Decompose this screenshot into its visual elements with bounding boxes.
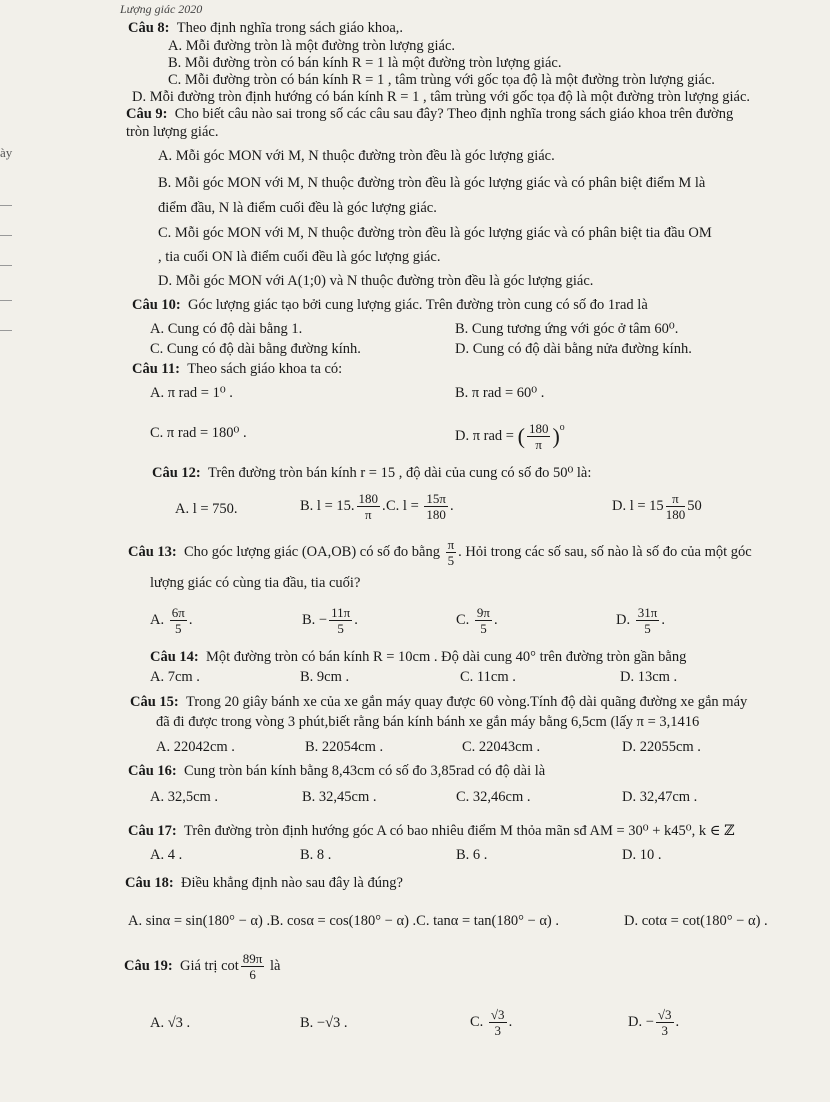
q15-option-a: A. 22042cm . xyxy=(156,739,235,755)
q9-option-b: B. Mỗi góc MON với M, N thuộc đường tròn đều là góc lượng giác và có phân biệt điểm M là xyxy=(158,175,706,191)
q14-option-d: D. 13cm . xyxy=(620,669,678,685)
q12-option-c: C. l = $\frac{15\pi}{180}$ . xyxy=(386,491,454,523)
edge-line xyxy=(0,265,12,266)
question-15: Câu 15: Trong 20 giây bánh xe của xe gắn máy quay được 60 vòng.Tính độ dài quãng đường xe gắn máy xyxy=(130,694,748,710)
q11-option-a: A. π rad = 1⁰ . xyxy=(150,385,233,401)
q13-text-cont: lượng giác có cùng tia đầu, tia cuối? xyxy=(150,575,361,591)
q10-option-a: A. Cung có độ dài bằng 1. xyxy=(150,321,303,337)
q15-text-cont: đã đi được trong vòng 3 phút,biết rằng bán kính bánh xe gắn máy bằng 6,5cm (lấy π = 3,1416 xyxy=(156,714,700,730)
q19-option-b: B. −√3 . xyxy=(300,1015,348,1031)
question-18: Câu 18: Điều khẳng định nào sau đây là đúng? xyxy=(125,875,403,891)
q13-option-d: D. $\frac{31\pi}{5}$ . xyxy=(616,605,665,637)
q18-option-d: D. cotα = cot(180° − α) . xyxy=(624,913,768,929)
q15-option-c: C. 22043cm . xyxy=(462,739,541,755)
page-header: Lượng giác 2020 xyxy=(120,2,203,16)
question-17: Câu 17: Trên đường tròn định hướng góc A có bao nhiêu điểm M thỏa mãn sđ AM = 30⁰ + k45⁰, k ∈ ℤ xyxy=(128,823,735,839)
question-16: Câu 16: Cung tròn bán kính bằng 8,43cm có số đo 3,85rad có độ dài là xyxy=(128,763,546,779)
q10-option-c: C. Cung có độ dài bằng đường kính. xyxy=(150,341,361,357)
q9-option-b-cont: điểm đầu, N là điểm cuối đều là góc lượng giác. xyxy=(158,200,437,216)
question-13: Câu 13: Cho góc lượng giác (OA,OB) có số đo bằng $\frac{\pi}{5}$ . Hỏi trong các số sau, số nào là số đo của một góc xyxy=(128,537,752,569)
edge-mark: ày xyxy=(0,145,13,160)
question-12: Câu 12: Trên đường tròn bán kính r = 15 , độ dài của cung có số đo 50⁰ là: xyxy=(152,465,592,481)
q11-option-b: B. π rad = 60⁰ . xyxy=(455,385,545,401)
edge-line xyxy=(0,205,12,206)
q14-option-a: A. 7cm . xyxy=(150,669,200,685)
q13-option-b: B. − $\frac{11\pi}{5}$ . xyxy=(302,605,358,637)
question-10: Câu 10: Góc lượng giác tạo bởi cung lượng giác. Trên đường tròn cung có số đo 1rad là xyxy=(132,297,648,313)
q8-option-b: B. Mỗi đường tròn có bán kính R = 1 là một đường tròn lượng giác. xyxy=(168,55,562,71)
q11-option-d: D. π rad = ( $\frac{180}{\pi}$ )$^{^0}$ xyxy=(455,421,565,452)
q12-option-b: B. l = 15. $\frac{180}{\pi}$ . xyxy=(300,491,386,523)
q17-option-c: B. 6 . xyxy=(456,847,488,863)
question-11: Câu 11: Theo sách giáo khoa ta có: xyxy=(132,361,343,377)
question-19: Câu 19: Giá trị cot $\frac{89\pi}{6}$ là xyxy=(124,951,281,983)
q9-text-cont: tròn lượng giác. xyxy=(126,124,219,140)
q17-option-b: B. 8 . xyxy=(300,847,332,863)
q17-option-d: D. 10 . xyxy=(622,847,662,863)
q9-option-a: A. Mỗi góc MON với M, N thuộc đường tròn đều là góc lượng giác. xyxy=(158,148,555,164)
q19-option-a: A. √3 . xyxy=(150,1015,191,1031)
q16-option-a: A. 32,5cm . xyxy=(150,789,219,805)
q8-option-c: C. Mỗi đường tròn có bán kính R = 1 , tâm trùng với gốc tọa độ là một đường tròn lượng giác. xyxy=(168,72,715,88)
q16-option-b: B. 32,45cm . xyxy=(302,789,377,805)
q15-option-d: D. 22055cm . xyxy=(622,739,701,755)
q8-option-a: A. Mỗi đường tròn là một đường tròn lượng giác. xyxy=(168,38,456,54)
edge-line xyxy=(0,235,12,236)
q19-option-c: C. $\frac{√3}{3}$ . xyxy=(470,1007,513,1039)
edge-line xyxy=(0,330,12,331)
q11-option-c: C. π rad = 180⁰ . xyxy=(150,425,247,441)
question-8: Câu 8: Theo định nghĩa trong sách giáo khoa,. xyxy=(128,20,404,36)
q14-option-c: C. 11cm . xyxy=(460,669,516,685)
q13-option-c: C. $\frac{9\pi}{5}$ . xyxy=(456,605,498,637)
question-9: Câu 9: Cho biết câu nào sai trong số các câu sau đây? Theo định nghĩa trong sách giáo khoa trên đường xyxy=(126,106,734,122)
q9-option-c-cont: , tia cuối ON là điểm cuối đều là góc lượng giác. xyxy=(158,249,441,265)
q12-option-a: A. l = 750. xyxy=(175,501,238,517)
q9-option-c: C. Mỗi góc MON với M, N thuộc đường tròn đều là góc lượng giác và có phân biệt tia đầu OM xyxy=(158,225,712,241)
q13-option-a: A. $\frac{6\pi}{5}$ . xyxy=(150,605,193,637)
q9-option-d: D. Mỗi góc MON với A(1;0) và N thuộc đường tròn đều là góc lượng giác. xyxy=(158,273,594,289)
q18-options-abc: A. sinα = sin(180° − α) .B. cosα = cos(180° − α) .C. tanα = tan(180° − α) . xyxy=(128,913,560,929)
q8-option-d: D. Mỗi đường tròn định hướng có bán kính R = 1 , tâm trùng với gốc tọa độ là một đường tròn lượng giác. xyxy=(132,89,751,105)
q10-option-b: B. Cung tương ứng với góc ở tâm 60⁰. xyxy=(455,321,679,337)
q17-option-a: A. 4 . xyxy=(150,847,183,863)
question-14: Câu 14: Một đường tròn có bán kính R = 10cm . Độ dài cung 40° trên đường tròn gần bằng xyxy=(150,649,687,665)
q16-option-c: C. 32,46cm . xyxy=(456,789,531,805)
q19-option-d: D. − $\frac{√3}{3}$ . xyxy=(628,1007,680,1039)
q16-option-d: D. 32,47cm . xyxy=(622,789,698,805)
edge-line xyxy=(0,300,12,301)
q10-option-d: D. Cung có độ dài bằng nửa đường kính. xyxy=(455,341,692,357)
q15-option-b: B. 22054cm . xyxy=(305,739,384,755)
q12-option-d: D. l = 15 $\frac{\pi}{180}$ 50 xyxy=(612,491,702,523)
q14-option-b: B. 9cm . xyxy=(300,669,350,685)
